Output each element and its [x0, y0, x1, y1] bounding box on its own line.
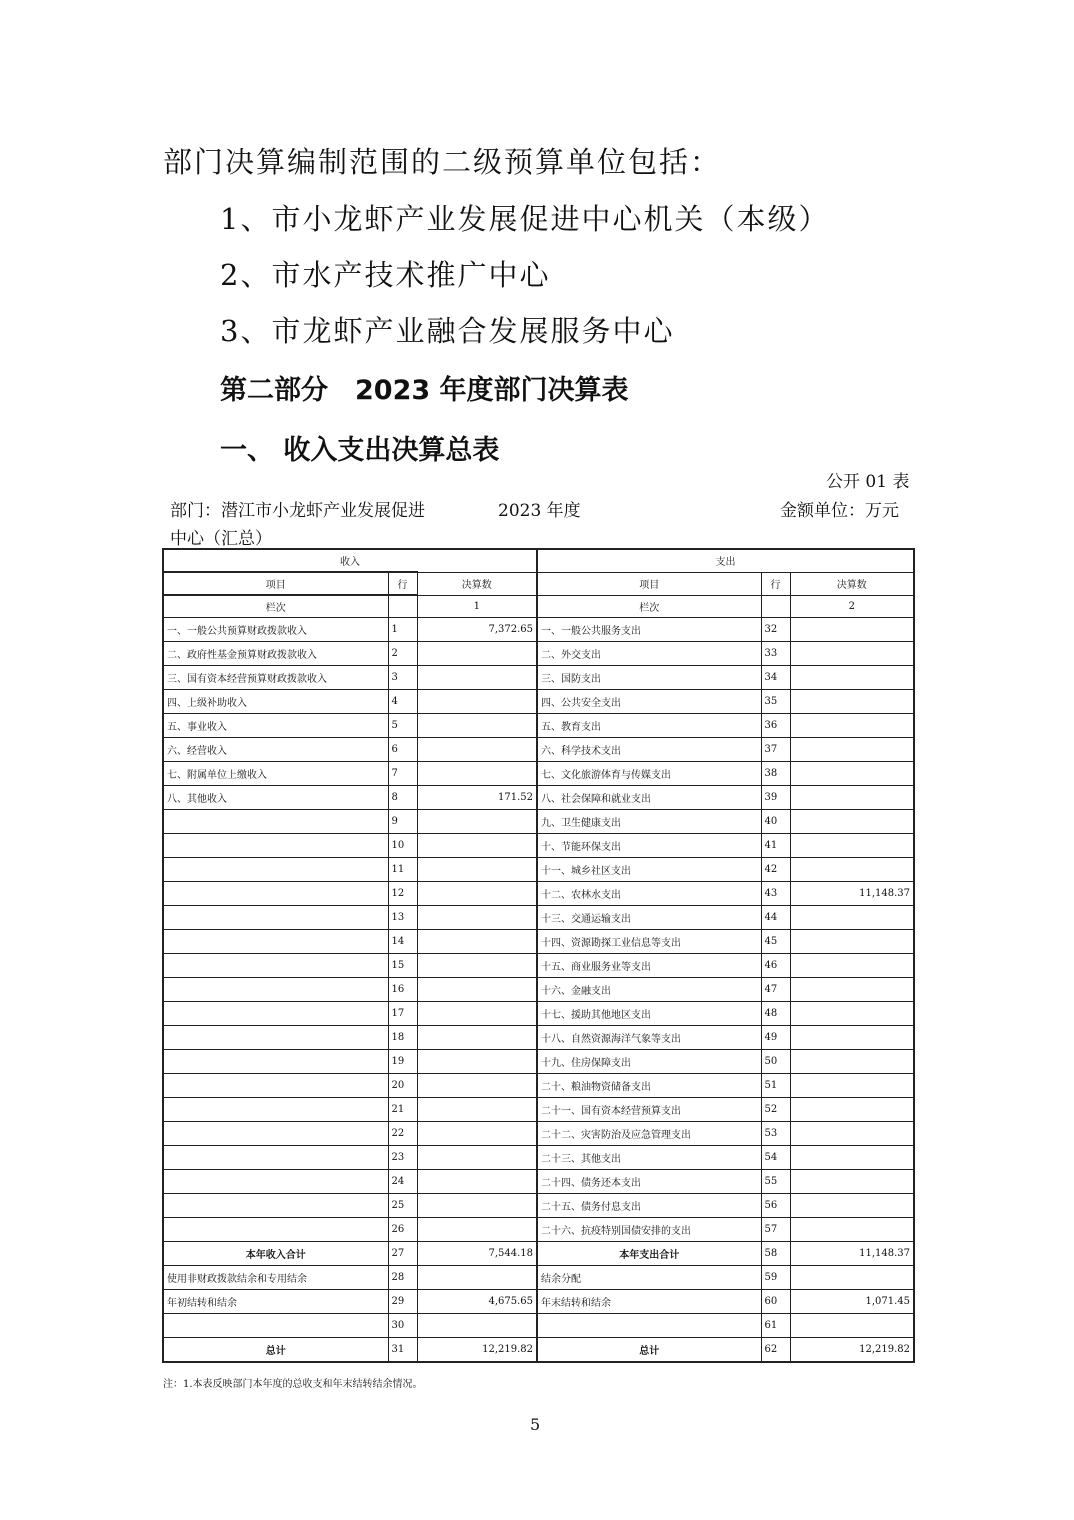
fiscal-year: 2023 年度: [498, 501, 581, 521]
expense-amount-cell: [790, 714, 914, 738]
table-row: [163, 1194, 914, 1218]
income-line-cell: 20: [388, 1074, 417, 1098]
income-item-cell: [163, 1146, 388, 1170]
expense-line-cell: 47: [761, 978, 790, 1002]
expense-amount-cell: [790, 1266, 914, 1290]
expense-line-cell: 56: [761, 1194, 790, 1218]
grand-total-row: [163, 1338, 914, 1363]
expense-item-header: 项目: [537, 572, 761, 595]
scope-item-2: 2、市水产技术推广中心: [220, 258, 551, 292]
expense-item-cell: 二、外交支出: [537, 642, 761, 666]
expense-amount-cell: [790, 1050, 914, 1074]
income-amount-cell: [417, 1218, 537, 1242]
table-row: [163, 906, 914, 930]
expense-item-cell: 十七、援助其他地区支出: [537, 1002, 761, 1026]
expense-amount-cell: [790, 954, 914, 978]
income-amount-cell: [417, 1146, 537, 1170]
expense-amount-cell: [790, 858, 914, 882]
expense-item-cell: 七、文化旅游体育与传媒支出: [537, 762, 761, 786]
income-item-cell: 七、附属单位上缴收入: [163, 762, 388, 786]
expense-line-cell: 41: [761, 834, 790, 858]
expense-line-cell: 37: [761, 738, 790, 762]
income-amount-cell: 7,544.18: [417, 1242, 537, 1266]
table-row: [163, 810, 914, 834]
expense-line-cell: 39: [761, 786, 790, 810]
income-line-cell: 3: [388, 666, 417, 690]
expense-amount-cell: [790, 930, 914, 954]
table-row: [163, 1146, 914, 1170]
section-heading: 一、 收入支出决算总表: [220, 435, 500, 466]
expense-item-cell: 结余分配: [537, 1266, 761, 1290]
income-item-cell: 二、政府性基金预算财政拨款收入: [163, 642, 388, 666]
income-item-cell: 年初结转和结余: [163, 1290, 388, 1314]
income-line-cell: 31: [388, 1338, 417, 1363]
income-item-cell: [163, 1002, 388, 1026]
expense-line-cell: 32: [761, 618, 790, 642]
expense-line-cell: 46: [761, 954, 790, 978]
table-row: [163, 642, 914, 666]
income-line-cell: 24: [388, 1170, 417, 1194]
income-line-cell: 22: [388, 1122, 417, 1146]
expense-line-cell: 53: [761, 1122, 790, 1146]
income-amount-cell: [417, 1026, 537, 1050]
income-amount-cell: 12,219.82: [417, 1338, 537, 1363]
expense-item-cell: 十八、自然资源海洋气象等支出: [537, 1026, 761, 1050]
table-row: [163, 1170, 914, 1194]
expense-line-cell: 49: [761, 1026, 790, 1050]
table-row: [163, 1314, 914, 1338]
income-index-line: [388, 595, 417, 618]
table-row: [163, 954, 914, 978]
scope-item-1: 1、市小龙虾产业发展促进中心机关（本级）: [220, 202, 830, 236]
expense-item-cell: 十二、农林水支出: [537, 882, 761, 906]
income-item-header: 项目: [163, 572, 388, 595]
expense-item-cell: 二十六、抗疫特别国债安排的支出: [537, 1218, 761, 1242]
income-amount-cell: [417, 834, 537, 858]
income-item-cell: 总计: [163, 1338, 388, 1363]
expense-amount-cell: 11,148.37: [790, 1242, 914, 1266]
income-item-cell: [163, 1218, 388, 1242]
income-line-cell: 14: [388, 930, 417, 954]
income-line-cell: 6: [388, 738, 417, 762]
income-item-cell: [163, 978, 388, 1002]
expense-line-cell: 50: [761, 1050, 790, 1074]
expense-line-cell: 62: [761, 1338, 790, 1363]
expense-item-cell: 九、卫生健康支出: [537, 810, 761, 834]
table-row: [163, 1098, 914, 1122]
table-row: [163, 1002, 914, 1026]
expense-item-cell: 十六、金融支出: [537, 978, 761, 1002]
income-amount-cell: [417, 762, 537, 786]
expense-item-cell: 十三、交通运输支出: [537, 906, 761, 930]
expense-line-cell: 33: [761, 642, 790, 666]
income-item-cell: [163, 1026, 388, 1050]
income-line-cell: 12: [388, 882, 417, 906]
expense-line-cell: 57: [761, 1218, 790, 1242]
table-row: [163, 762, 914, 786]
expense-amount-cell: [790, 1218, 914, 1242]
expense-amount-cell: [790, 690, 914, 714]
income-header: 收入: [163, 549, 537, 572]
income-item-cell: 使用非财政拨款结余和专用结余: [163, 1266, 388, 1290]
expense-header: 支出: [537, 549, 914, 572]
income-line-cell: 10: [388, 834, 417, 858]
income-item-cell: [163, 906, 388, 930]
income-line-cell: 1: [388, 618, 417, 642]
table-row: [163, 858, 914, 882]
income-item-cell: 四、上级补助收入: [163, 690, 388, 714]
expense-amount-cell: [790, 738, 914, 762]
income-item-cell: [163, 810, 388, 834]
table-row: [163, 786, 914, 810]
table-row: [163, 978, 914, 1002]
expense-item-cell: [537, 1314, 761, 1338]
expense-line-cell: 58: [761, 1242, 790, 1266]
income-line-cell: 15: [388, 954, 417, 978]
expense-amount-cell: [790, 618, 914, 642]
expense-index-line: [761, 595, 790, 618]
expense-item-cell: 二十、粮油物资储备支出: [537, 1074, 761, 1098]
expense-item-cell: 二十三、其他支出: [537, 1146, 761, 1170]
income-line-cell: 29: [388, 1290, 417, 1314]
year-total-row: [163, 1242, 914, 1266]
income-amount-cell: [417, 930, 537, 954]
expense-amount-cell: [790, 642, 914, 666]
form-number: 公开 01 表: [826, 472, 910, 492]
expense-amount-cell: 1,071.45: [790, 1290, 914, 1314]
expense-item-cell: 总计: [537, 1338, 761, 1363]
expense-amount-cell: [790, 1074, 914, 1098]
income-item-cell: 八、其他收入: [163, 786, 388, 810]
expense-amount-cell: [790, 1146, 914, 1170]
expense-amount-cell: 11,148.37: [790, 882, 914, 906]
expense-line-cell: 40: [761, 810, 790, 834]
expense-line-cell: 36: [761, 714, 790, 738]
table-row: [163, 834, 914, 858]
expense-item-cell: 十五、商业服务业等支出: [537, 954, 761, 978]
income-index-label: 栏次: [163, 595, 388, 618]
expense-amount-cell: [790, 666, 914, 690]
income-item-cell: 本年收入合计: [163, 1242, 388, 1266]
income-amount-cell: [417, 666, 537, 690]
income-amount-cell: [417, 1074, 537, 1098]
income-amount-cell: [417, 1266, 537, 1290]
income-item-cell: [163, 834, 388, 858]
income-amount-cell: [417, 1002, 537, 1026]
income-item-cell: [163, 858, 388, 882]
income-item-cell: [163, 1074, 388, 1098]
expense-item-cell: 十九、住房保障支出: [537, 1050, 761, 1074]
expense-amount-cell: [790, 1098, 914, 1122]
expense-amount-cell: 12,219.82: [790, 1338, 914, 1363]
income-amount-cell: [417, 1194, 537, 1218]
expense-amount-cell: [790, 1026, 914, 1050]
table-row: [163, 1218, 914, 1242]
expense-index-label: 栏次: [537, 595, 761, 618]
income-line-cell: 16: [388, 978, 417, 1002]
income-item-cell: [163, 954, 388, 978]
expense-item-cell: 二十二、灾害防治及应急管理支出: [537, 1122, 761, 1146]
department-line-2: 中心（汇总）: [170, 529, 272, 549]
expense-item-cell: 八、社会保障和就业支出: [537, 786, 761, 810]
income-amount-cell: [417, 906, 537, 930]
income-amount-cell: [417, 858, 537, 882]
income-line-cell: 5: [388, 714, 417, 738]
income-amount-cell: [417, 1314, 537, 1338]
income-line-cell: 9: [388, 810, 417, 834]
income-item-cell: 三、国有资本经营预算财政拨款收入: [163, 666, 388, 690]
expense-line-cell: 54: [761, 1146, 790, 1170]
income-line-cell: 11: [388, 858, 417, 882]
expense-line-cell: 43: [761, 882, 790, 906]
expense-line-cell: 45: [761, 930, 790, 954]
department-line-1: 部门：潜江市小龙虾产业发展促进: [170, 501, 425, 521]
expense-item-cell: 四、公共安全支出: [537, 690, 761, 714]
expense-line-cell: 61: [761, 1314, 790, 1338]
table-row: [163, 930, 914, 954]
expense-line-cell: 51: [761, 1074, 790, 1098]
expense-line-header: 行: [761, 572, 790, 595]
income-amount-cell: [417, 1170, 537, 1194]
table-row: [163, 618, 914, 642]
income-line-cell: 8: [388, 786, 417, 810]
income-line-cell: 17: [388, 1002, 417, 1026]
income-item-cell: [163, 1194, 388, 1218]
expense-line-cell: 34: [761, 666, 790, 690]
expense-amount-cell: [790, 1122, 914, 1146]
scope-intro: 部门决算编制范围的二级预算单位包括：: [163, 145, 722, 179]
income-item-cell: [163, 1122, 388, 1146]
table-row: [163, 882, 914, 906]
income-item-cell: 五、事业收入: [163, 714, 388, 738]
table-row: [163, 1266, 914, 1290]
income-line-cell: 2: [388, 642, 417, 666]
expense-amount-cell: [790, 978, 914, 1002]
income-item-cell: 六、经营收入: [163, 738, 388, 762]
income-item-cell: [163, 1050, 388, 1074]
expense-item-cell: 二十一、国有资本经营预算支出: [537, 1098, 761, 1122]
amount-unit: 金额单位：万元: [780, 501, 899, 521]
income-line-cell: 26: [388, 1218, 417, 1242]
income-amount-cell: [417, 978, 537, 1002]
income-amount-cell: 7,372.65: [417, 618, 537, 642]
table-row: [163, 1050, 914, 1074]
table-row: [163, 666, 914, 690]
expense-line-cell: 59: [761, 1266, 790, 1290]
expense-item-cell: 十一、城乡社区支出: [537, 858, 761, 882]
income-amount-cell: [417, 1050, 537, 1074]
income-amount-cell: [417, 954, 537, 978]
expense-line-cell: 52: [761, 1098, 790, 1122]
expense-line-cell: 60: [761, 1290, 790, 1314]
expense-item-cell: 二十四、债务还本支出: [537, 1170, 761, 1194]
expense-item-cell: 本年支出合计: [537, 1242, 761, 1266]
income-line-cell: 28: [388, 1266, 417, 1290]
income-line-cell: 23: [388, 1146, 417, 1170]
expense-amount-header: 决算数: [790, 572, 914, 595]
income-item-cell: 一、一般公共预算财政拨款收入: [163, 618, 388, 642]
table-row: [163, 1122, 914, 1146]
expense-item-cell: 六、科学技术支出: [537, 738, 761, 762]
income-line-cell: 21: [388, 1098, 417, 1122]
table-row: [163, 1290, 914, 1314]
income-line-header: 行: [388, 572, 417, 595]
expense-line-cell: 38: [761, 762, 790, 786]
expense-item-cell: 三、国防支出: [537, 666, 761, 690]
income-line-cell: 25: [388, 1194, 417, 1218]
income-line-cell: 27: [388, 1242, 417, 1266]
table-index-row: [163, 595, 914, 618]
table-row: [163, 690, 914, 714]
expense-line-cell: 48: [761, 1002, 790, 1026]
expense-item-cell: 一、一般公共服务支出: [537, 618, 761, 642]
income-line-cell: 30: [388, 1314, 417, 1338]
table-row: [163, 738, 914, 762]
income-item-cell: [163, 1314, 388, 1338]
table-row: [163, 714, 914, 738]
income-line-cell: 13: [388, 906, 417, 930]
expense-index-number: 2: [790, 595, 914, 618]
scope-item-3: 3、市龙虾产业融合发展服务中心: [220, 314, 675, 348]
expense-item-cell: 年末结转和结余: [537, 1290, 761, 1314]
income-index-number: 1: [417, 595, 537, 618]
income-amount-cell: 171.52: [417, 786, 537, 810]
income-amount-cell: [417, 810, 537, 834]
table-footnote: 注：1.本表反映部门本年度的总收支和年末结转结余情况。: [163, 1379, 423, 1390]
expense-amount-cell: [790, 786, 914, 810]
expense-line-cell: 42: [761, 858, 790, 882]
income-line-cell: 7: [388, 762, 417, 786]
income-item-cell: [163, 1098, 388, 1122]
income-line-cell: 18: [388, 1026, 417, 1050]
income-amount-cell: [417, 714, 537, 738]
income-amount-header: 决算数: [417, 572, 537, 595]
expense-amount-cell: [790, 834, 914, 858]
page-number: 5: [530, 1415, 541, 1434]
income-amount-cell: [417, 882, 537, 906]
expense-line-cell: 55: [761, 1170, 790, 1194]
expense-line-cell: 44: [761, 906, 790, 930]
table-group-header-row: [163, 549, 914, 572]
table-column-header-row: [163, 572, 914, 595]
income-amount-cell: [417, 642, 537, 666]
part-heading: 第二部分 2023 年度部门决算表: [220, 375, 629, 406]
expense-amount-cell: [790, 1002, 914, 1026]
income-expense-summary-table: [162, 548, 915, 1363]
income-amount-cell: [417, 738, 537, 762]
income-item-cell: [163, 930, 388, 954]
expense-item-cell: 五、教育支出: [537, 714, 761, 738]
expense-amount-cell: [790, 1194, 914, 1218]
income-amount-cell: [417, 690, 537, 714]
income-line-cell: 19: [388, 1050, 417, 1074]
expense-amount-cell: [790, 1314, 914, 1338]
table-row: [163, 1074, 914, 1098]
expense-amount-cell: [790, 1170, 914, 1194]
expense-line-cell: 35: [761, 690, 790, 714]
income-item-cell: [163, 882, 388, 906]
income-line-cell: 4: [388, 690, 417, 714]
income-amount-cell: [417, 1122, 537, 1146]
expense-item-cell: 二十五、债务付息支出: [537, 1194, 761, 1218]
income-item-cell: [163, 1170, 388, 1194]
expense-item-cell: 十四、资源勘探工业信息等支出: [537, 930, 761, 954]
expense-amount-cell: [790, 762, 914, 786]
income-amount-cell: [417, 1098, 537, 1122]
table-row: [163, 1026, 914, 1050]
income-amount-cell: 4,675.65: [417, 1290, 537, 1314]
expense-item-cell: 十、节能环保支出: [537, 834, 761, 858]
expense-amount-cell: [790, 810, 914, 834]
expense-amount-cell: [790, 906, 914, 930]
